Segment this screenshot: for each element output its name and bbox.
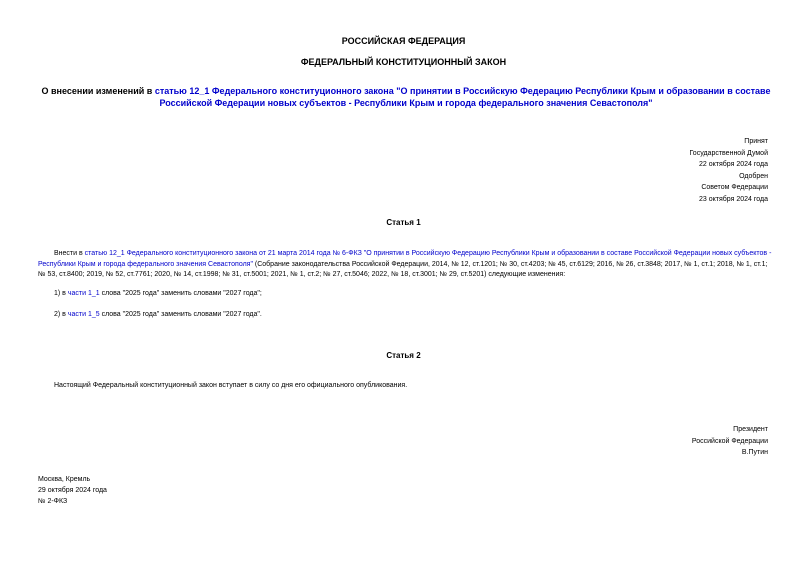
federation-heading: РОССИЙСКАЯ ФЕДЕРАЦИЯ <box>341 36 466 46</box>
place-city: Москва, Кремль <box>38 476 91 483</box>
article-1-intro-link[interactable]: статью 12_1 Федерального конституционного закона от 21 марта 2014 года № 6-ФКЗ "О принятии в Российскую Федерацию Республики Крым и образовании в составе Российской Федерации новых субъектов - Республики Крым и города федерального значения Севастополя" <box>38 250 772 268</box>
article-1-item-2 <box>54 311 262 318</box>
article-2-title: Статья 2 <box>386 351 421 360</box>
item-2-link[interactable]: части 1_5 <box>67 311 100 318</box>
item-2-suffix: слова "2025 года" заменить словами "2027 года". <box>99 311 262 318</box>
law-number: № 2-ФКЗ <box>38 498 68 505</box>
council-date: 23 октября 2024 года <box>699 195 768 203</box>
article-1-title: Статья 1 <box>386 218 421 227</box>
law-type-heading: ФЕДЕРАЛЬНЫЙ КОНСТИТУЦИОННЫЙ ЗАКОН <box>300 57 507 67</box>
place-date: 29 октября 2024 года <box>38 487 107 494</box>
law-title-link[interactable]: статью 12_1 Федерального конституционного закона "О принятии в Российскую Федерацию Республики Крым и образовании в составе Российской Федерации новых субъектов - Республики Крым и города федерального значения Севастополя" <box>154 86 771 108</box>
signer-name: В.Путин <box>741 449 768 456</box>
signer-country: Российской Федерации <box>691 437 768 445</box>
law-title <box>30 85 782 109</box>
adopted-label: Принят <box>744 138 768 145</box>
approved-label: Одобрен <box>739 172 768 180</box>
adopted-by-duma: Государственной Думой <box>689 149 768 157</box>
signature-block <box>692 424 768 459</box>
approved-by-council: Советом Федерации <box>701 184 768 191</box>
article-1-intro-prefix: Внести в <box>54 250 85 257</box>
article-1-item-1 <box>54 290 262 297</box>
item-1-link[interactable]: части 1_1 <box>67 290 100 297</box>
item-2-prefix: 2) в <box>54 311 68 318</box>
place-date-block <box>38 474 107 507</box>
article-1-intro-suffix: (Собрание законодательства Российской Федерации, 2014, № 12, ст.1201; № 30, ст.4203; № 45, ст.6129; 2016, № 26, ст.3848; 2017, № 1, ст.1; 2018, № 1, ст.1; № 53, ст.8400; 2019, № 52, ст.7761; 2020, № 14, ст.1998; № 31, ст.5001; 2021, № 1, ст.2; № 27, ст.5046; 2022, № 18, ст.3001; № 29, ст.5201) следующие изменения: <box>38 260 768 278</box>
law-title-prefix: О внесении изменений в <box>41 86 155 96</box>
duma-date: 22 октября 2024 года <box>699 161 768 168</box>
signer-position: Президент <box>733 426 768 433</box>
item-1-prefix: 1) в <box>54 290 68 297</box>
item-1-suffix: слова "2025 года" заменить словами "2027 года"; <box>99 290 262 297</box>
article-1-intro <box>38 249 773 281</box>
adoption-block <box>689 136 768 205</box>
article-2-text: Настоящий Федеральный конституционный закон вступает в силу со дня его официального опубликования. <box>54 382 408 389</box>
